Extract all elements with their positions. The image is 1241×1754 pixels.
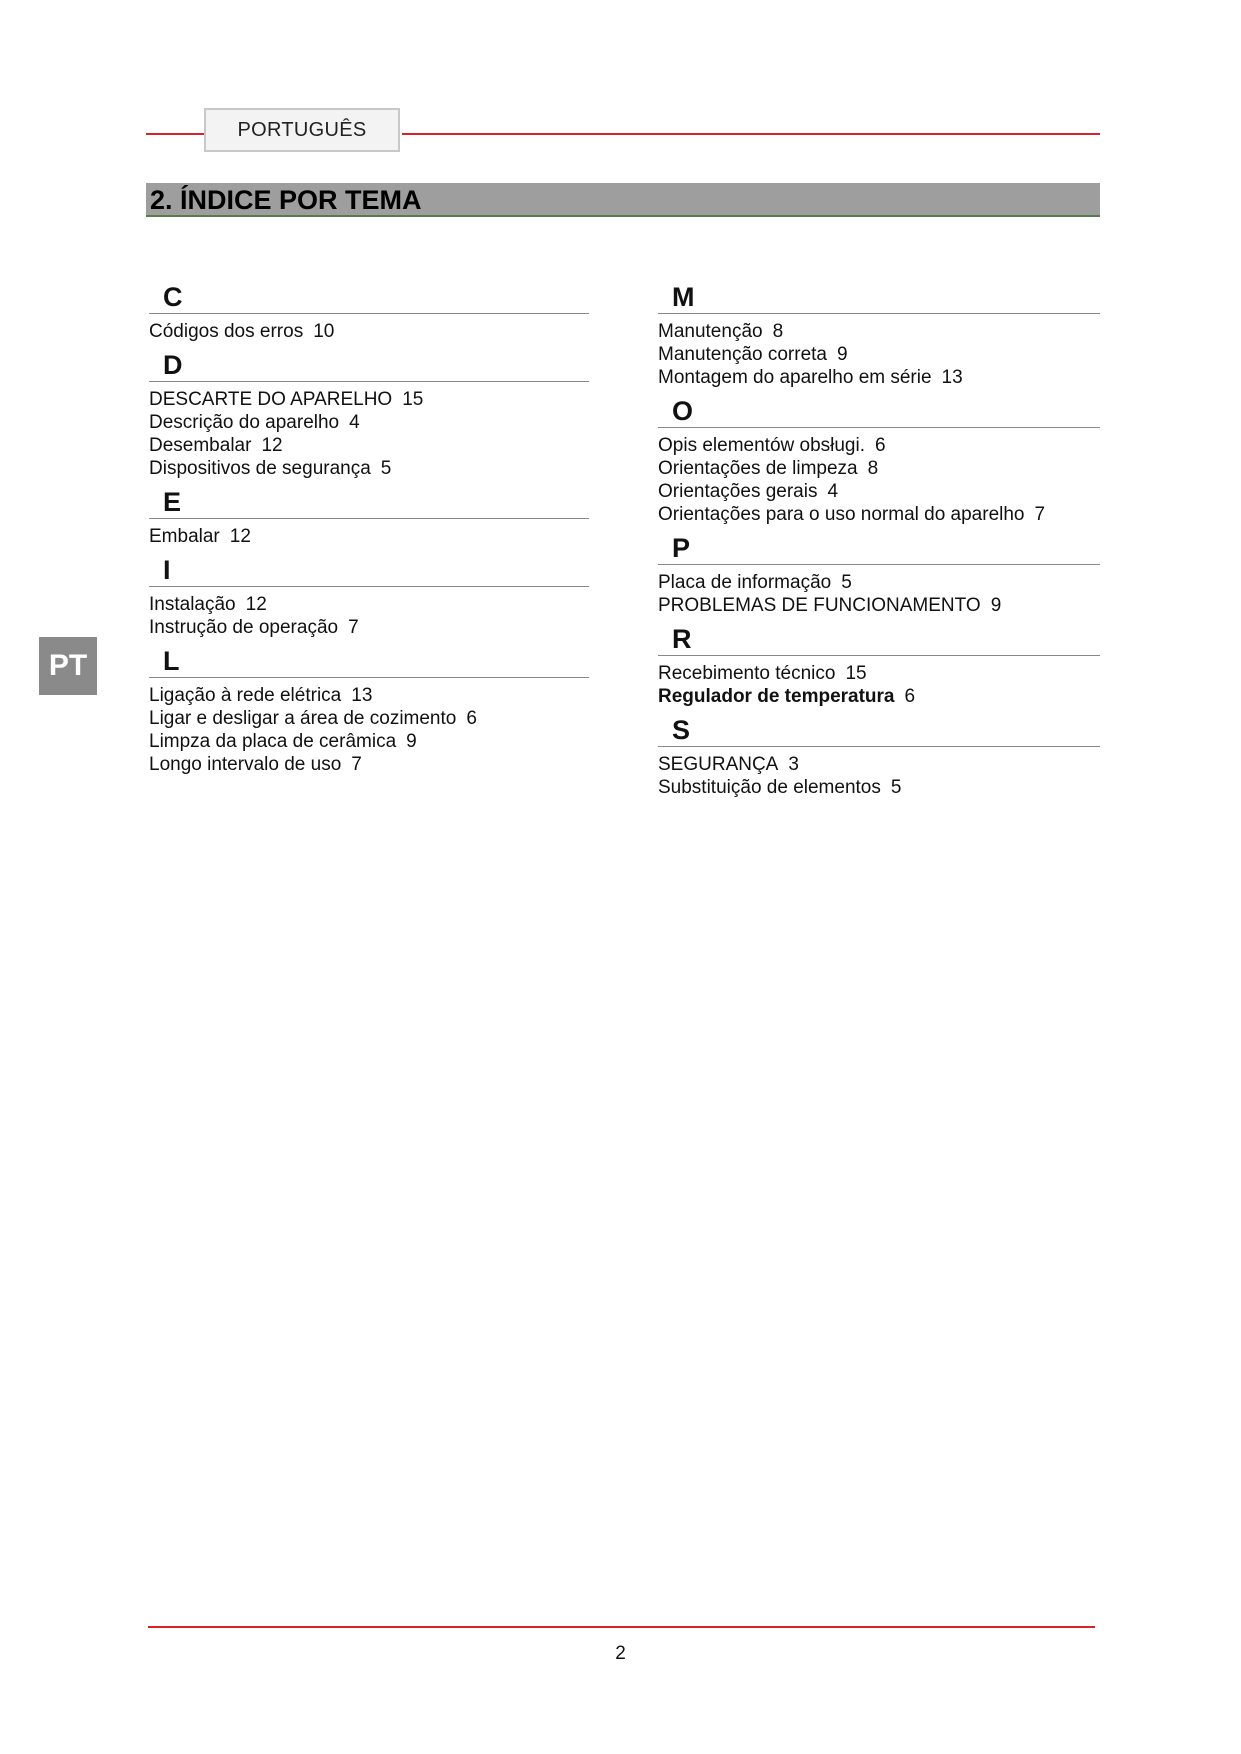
- index-entry: [149, 730, 589, 753]
- section-letter: D: [149, 343, 589, 382]
- index-entry-text: Regulador de temperatura: [658, 686, 895, 707]
- index-entry-text: PROBLEMAS DE FUNCIONAMENTO: [658, 595, 981, 616]
- index-entry: [149, 320, 589, 343]
- index-entry-page: 4: [349, 412, 360, 433]
- index-entry-text: Dispositivos de segurança: [149, 458, 371, 479]
- index-entry-page: 7: [1034, 504, 1046, 525]
- index-entry: [149, 457, 589, 480]
- section-letter: S: [658, 708, 1100, 747]
- index-entry-page: 5: [890, 777, 902, 798]
- index-entry-page: 8: [772, 321, 784, 342]
- index-entry-text: Códigos dos erros: [149, 321, 304, 342]
- index-entry: [149, 525, 589, 548]
- index-entry-page: 3: [788, 754, 799, 775]
- index-entry-text: Ligação à rede elétrica: [149, 685, 342, 706]
- index-entry-page: 5: [380, 458, 392, 479]
- index-entry: [658, 776, 1100, 799]
- index-entry: [658, 434, 1100, 457]
- index-entry-text: DESCARTE DO APARELHO: [149, 389, 393, 410]
- index-entry: [149, 684, 589, 707]
- index-entry: [658, 503, 1100, 526]
- section-letter: O: [658, 389, 1100, 428]
- index-entry-text: Descrição do aparelho: [149, 412, 340, 433]
- language-tab: PORTUGUÊS: [204, 108, 400, 152]
- index-section-o: [658, 389, 1100, 526]
- section-letter: M: [658, 275, 1100, 314]
- index-entry-page: 6: [904, 686, 916, 707]
- index-entry: [658, 571, 1100, 594]
- index-entry: [149, 753, 589, 776]
- index-entry-text: SEGURANÇA: [658, 754, 779, 775]
- index-entry-text: Instrução de operação: [149, 617, 339, 638]
- index-entry-text: Longo intervalo de uso: [149, 754, 342, 775]
- language-side-tab: PT: [39, 637, 97, 695]
- index-column-left: [149, 275, 589, 776]
- index-entry-page: 9: [406, 731, 417, 752]
- index-entry-text: Manutenção correta: [658, 344, 827, 365]
- index-section-s: [658, 708, 1100, 799]
- index-entry-page: 13: [351, 685, 373, 706]
- index-section-m: [658, 275, 1100, 389]
- index-entry: [658, 343, 1100, 366]
- section-letter: L: [149, 639, 589, 678]
- index-entry-text: Instalação: [149, 594, 236, 615]
- index-entry-page: 7: [351, 754, 362, 775]
- index-entry-page: 12: [245, 594, 267, 615]
- index-entry: [658, 594, 1100, 617]
- index-entry: [149, 707, 589, 730]
- index-entry: [658, 366, 1100, 389]
- index-section-p: [658, 526, 1100, 617]
- index-entry: [149, 411, 589, 434]
- index-entry-page: 15: [845, 663, 867, 684]
- index-column-right: [658, 275, 1100, 799]
- index-section-d: [149, 343, 589, 480]
- index-entry: [658, 457, 1100, 480]
- section-title-bar: [146, 183, 1100, 217]
- index-entry: [658, 753, 1100, 776]
- index-entry-page: 5: [841, 572, 852, 593]
- index-entry-page: 9: [837, 344, 848, 365]
- index-entry-page: 4: [827, 481, 839, 502]
- section-letter: E: [149, 480, 589, 519]
- index-entry-page: 15: [402, 389, 424, 410]
- index-entry-text: Embalar: [149, 526, 220, 547]
- section-letter: C: [149, 275, 589, 314]
- index-entry-page: 7: [348, 617, 359, 638]
- index-section-i: [149, 548, 589, 639]
- index-entry-page: 12: [229, 526, 251, 547]
- index-entry-page: 6: [875, 435, 886, 456]
- index-entry-page: 6: [466, 708, 477, 729]
- index-entry: [149, 593, 589, 616]
- header-rule-left: [146, 133, 204, 135]
- index-section-e: [149, 480, 589, 548]
- index-entry-text: Orientações para o uso normal do aparelho: [658, 504, 1025, 525]
- index-entry: [149, 616, 589, 639]
- page-number: 2: [615, 1643, 626, 1664]
- index-entry: [658, 662, 1100, 685]
- index-entry: [149, 434, 589, 457]
- index-entry-page: 13: [941, 367, 963, 388]
- index-entry-text: Manutenção: [658, 321, 763, 342]
- index-entry-text: Desembalar: [149, 435, 252, 456]
- section-letter: R: [658, 617, 1100, 656]
- index-entry-text: Limpza da placa de cerâmica: [149, 731, 397, 752]
- index-entry-page: 8: [867, 458, 879, 479]
- index-entry: [658, 685, 1100, 708]
- index-entry-text: Orientações de limpeza: [658, 458, 858, 479]
- header-rule-right: [402, 133, 1100, 135]
- index-section-l: [149, 639, 589, 776]
- section-title: 2. ÍNDICE POR TEMA: [150, 185, 422, 215]
- index-entry-page: 10: [313, 321, 335, 342]
- index-section-r: [658, 617, 1100, 708]
- index-entry-text: Opis elementów obsługi.: [658, 435, 865, 456]
- index-entry: [149, 388, 589, 411]
- footer-rule: [148, 1626, 1095, 1628]
- index-entry: [658, 320, 1100, 343]
- index-entry: [658, 480, 1100, 503]
- index-entry-text: Placa de informação: [658, 572, 832, 593]
- section-letter: I: [149, 548, 589, 587]
- index-entry-page: 12: [261, 435, 283, 456]
- index-entry-text: Substituição de elementos: [658, 777, 881, 798]
- index-entry-text: Recebimento técnico: [658, 663, 836, 684]
- section-letter: P: [658, 526, 1100, 565]
- index-section-c: [149, 275, 589, 343]
- index-entry-text: Montagem do aparelho em série: [658, 367, 932, 388]
- index-entry-text: Ligar e desligar a área de cozimento: [149, 708, 457, 729]
- index-entry-text: Orientações gerais: [658, 481, 818, 502]
- index-entry-page: 9: [990, 595, 1002, 616]
